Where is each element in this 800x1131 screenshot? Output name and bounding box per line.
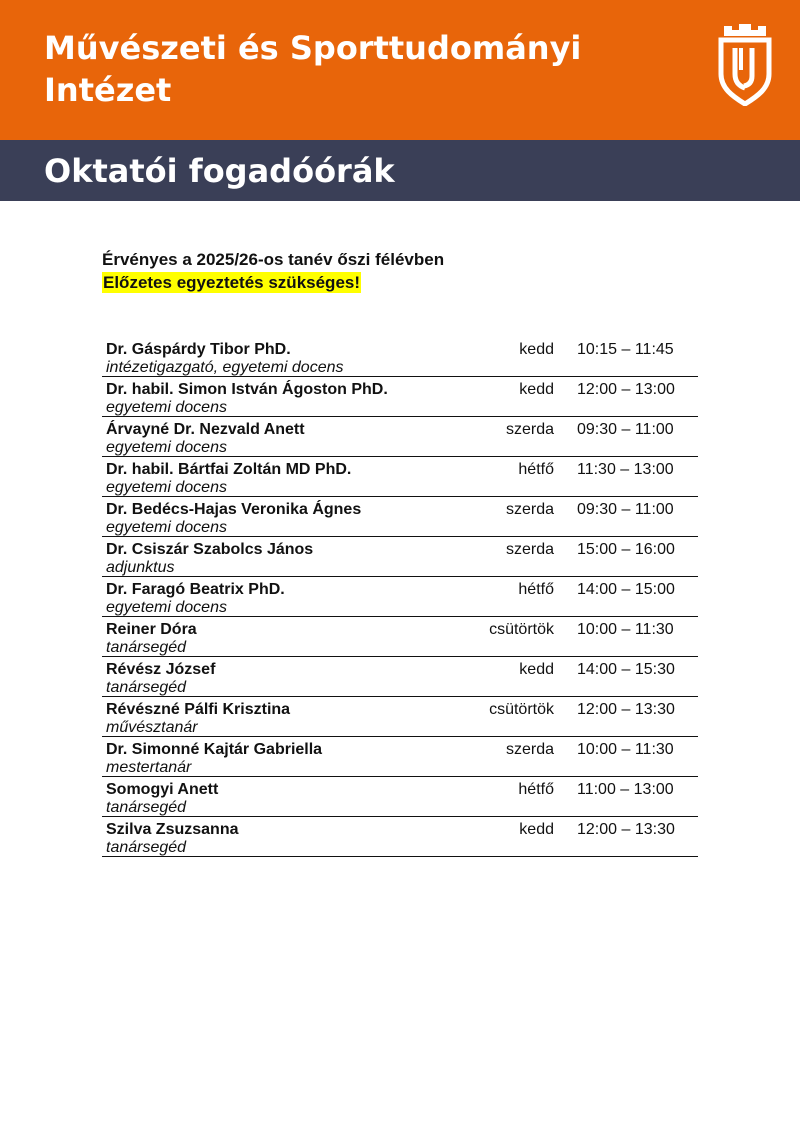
staff-name: Dr. habil. Simon István Ágoston PhD. [106,381,388,398]
staff-position: művésztanár [106,719,198,736]
staff-position: egyetemi docens [106,399,227,416]
validity-text: Érvényes a 2025/26-os tanév őszi félévben [102,250,445,269]
staff-name: Szilva Zsuzsanna [106,821,239,838]
table-row [102,497,698,537]
staff-name: Somogyi Anett [106,781,219,798]
office-hour-time: 14:00 – 15:00 [577,581,675,598]
office-hour-day: szerda [505,541,554,558]
staff-name: Dr. Faragó Beatrix PhD. [106,581,285,598]
staff-position: tanársegéd [106,639,187,656]
office-hour-day: kedd [519,661,554,678]
office-hour-day: kedd [519,341,554,358]
office-hour-day: csütörtök [489,621,554,638]
office-hour-day: szerda [505,421,554,438]
office-hour-day: szerda [505,741,554,758]
staff-name: Dr. Bedécs-Hajas Veronika Ágnes [106,501,362,518]
staff-name: Reiner Dóra [106,621,197,638]
staff-position: tanársegéd [106,839,187,856]
table-row [102,817,698,857]
office-hour-time: 15:00 – 16:00 [577,541,675,558]
staff-name: Dr. Simonné Kajtár Gabriella [106,741,323,758]
institute-name-line2: Intézet [44,71,172,109]
table-row [102,697,698,737]
table-row [102,417,698,457]
office-hour-day: hétfő [518,461,554,478]
office-hour-time: 09:30 – 11:00 [577,501,674,518]
office-hour-time: 11:00 – 13:00 [577,781,674,798]
institute-name-line1: Művészeti és Sporttudományi [44,29,582,67]
staff-position: egyetemi docens [106,479,227,496]
staff-position: egyetemi docens [106,439,227,456]
office-hour-day: hétfő [518,781,554,798]
office-hour-day: csütörtök [489,701,554,718]
office-hour-day: szerda [505,501,554,518]
table-row [102,777,698,817]
table-row [102,377,698,417]
staff-position: tanársegéd [106,799,187,816]
office-hour-time: 10:15 – 11:45 [577,341,674,358]
office-hour-time: 11:30 – 13:00 [577,461,674,478]
staff-position: mestertanár [106,759,192,776]
table-row [102,737,698,777]
table-row [102,457,698,497]
office-hours-table [102,337,698,857]
office-hour-day: hétfő [518,581,554,598]
office-hour-day: kedd [519,821,554,838]
office-hour-time: 10:00 – 11:30 [577,741,674,758]
staff-position: intézetigazgató, egyetemi docens [106,359,344,376]
staff-name: Dr. Gáspárdy Tibor PhD. [106,341,291,358]
office-hour-time: 10:00 – 11:30 [577,621,674,638]
staff-name: Révész József [106,661,216,678]
office-hour-day: kedd [519,381,554,398]
institute-name [44,27,664,111]
office-hour-time: 12:00 – 13:30 [577,821,675,838]
page-title: Oktatói fogadóórák [44,152,395,190]
table-row [102,657,698,697]
office-hour-time: 14:00 – 15:30 [577,661,675,678]
university-crest-icon [718,22,772,106]
table-row [102,577,698,617]
office-hour-time: 12:00 – 13:30 [577,701,675,718]
table-row [102,337,698,377]
office-hour-time: 09:30 – 11:00 [577,421,674,438]
staff-name: Dr. Csiszár Szabolcs János [106,541,314,558]
staff-position: egyetemi docens [106,519,227,536]
staff-name: Révészné Pálfi Krisztina [106,701,291,718]
office-hour-time: 12:00 – 13:00 [577,381,675,398]
table-row [102,617,698,657]
table-row [102,537,698,577]
staff-position: tanársegéd [106,679,187,696]
appointment-note: Előzetes egyeztetés szükséges! [103,273,361,292]
staff-position: egyetemi docens [106,599,227,616]
staff-name: Árvayné Dr. Nezvald Anett [106,421,305,438]
staff-position: adjunktus [106,559,175,576]
staff-name: Dr. habil. Bártfai Zoltán MD PhD. [106,461,352,478]
